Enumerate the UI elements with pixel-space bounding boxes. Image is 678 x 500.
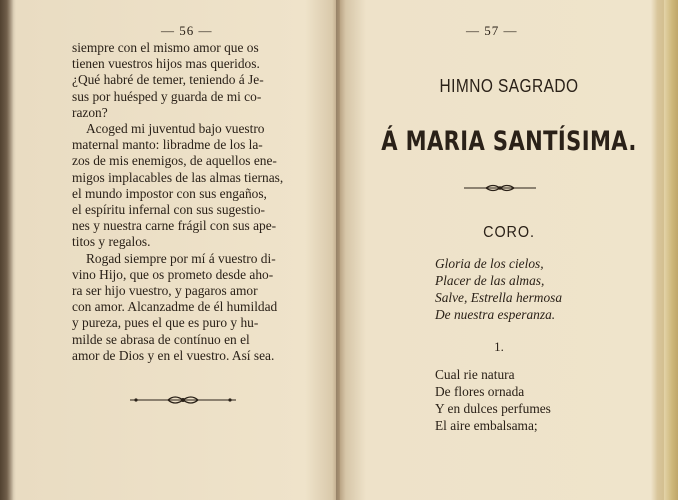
text-line: y pureza, pues el que es puro y hu-: [72, 315, 259, 331]
verse-line: De nuestra esperanza.: [435, 307, 556, 322]
text-line: amor de Dios y en el vuestro. Así sea.: [72, 347, 275, 363]
text-line: nes y nuestra carne frágil con sus ape-: [72, 218, 277, 234]
text-line: razon?: [72, 104, 108, 120]
text-line: ¿Qué habré de temer, teniendo á Je-: [72, 72, 264, 88]
verse-line: Placer de las almas,: [435, 273, 545, 288]
text-line: sus por huésped y guarda de mi co-: [72, 88, 262, 104]
paragraph-3: [72, 251, 302, 364]
flourish-ornament-icon: [128, 393, 238, 407]
hymn-title: HIMNO SAGRADO: [439, 76, 579, 96]
verse-line: Salve, Estrella hermosa: [435, 290, 563, 305]
chorus-heading: CORO.: [483, 224, 535, 241]
text-line: vino Hijo, que os prometo desde aho-: [72, 266, 274, 282]
text-line: titos y regalos.: [72, 234, 151, 250]
text-line: con amor. Alcanzadme de él humildad: [72, 299, 278, 315]
text-line: ra ser hijo vuestro, y pagaros amor: [72, 283, 258, 299]
verse-line: Gloria de los cielos,: [435, 256, 544, 271]
right-page: [340, 0, 678, 500]
verse-line: El aire embalsama;: [435, 418, 538, 433]
paragraph-1: [72, 40, 302, 121]
text-line: tienen vuestros hijos mas queridos.: [72, 56, 260, 72]
stanza-verse: [435, 366, 551, 434]
chorus-verse: [435, 255, 562, 323]
stanza-number: 1.: [494, 339, 504, 354]
verse-line: Y en dulces perfumes: [435, 401, 551, 416]
verse-line: Cual rie natura: [435, 367, 515, 382]
page-fore-edge: [664, 0, 678, 500]
text-line: el espíritu infernal con sus sugestio-: [72, 202, 266, 218]
verse-line: De flores ornada: [435, 384, 525, 399]
text-line: milde se abrasa de contínuo en el: [72, 331, 250, 347]
right-page-number: — 57 —: [466, 23, 518, 38]
text-line: siempre con el mismo amor que os: [72, 40, 259, 55]
text-line: migos implacables de las almas tiernas,: [72, 169, 284, 185]
text-line: Rogad siempre por mí á vuestro di-: [86, 250, 276, 266]
hymn-dedication: Á MARIA SANTÍSIMA.: [381, 126, 637, 157]
flourish-ornament-icon: [462, 182, 538, 194]
paragraph-2: [72, 121, 302, 251]
text-line: maternal manto: libradme de los la-: [72, 137, 263, 153]
left-page: [0, 0, 338, 500]
text-line: Acoged mi juventud bajo vuestro: [86, 121, 265, 137]
text-line: zos de mis enemigos, de aquellos ene-: [72, 153, 277, 169]
left-page-text: [72, 40, 302, 364]
text-line: el mundo impostor con sus engaños,: [72, 185, 267, 201]
left-page-number: — 56 —: [161, 23, 213, 38]
